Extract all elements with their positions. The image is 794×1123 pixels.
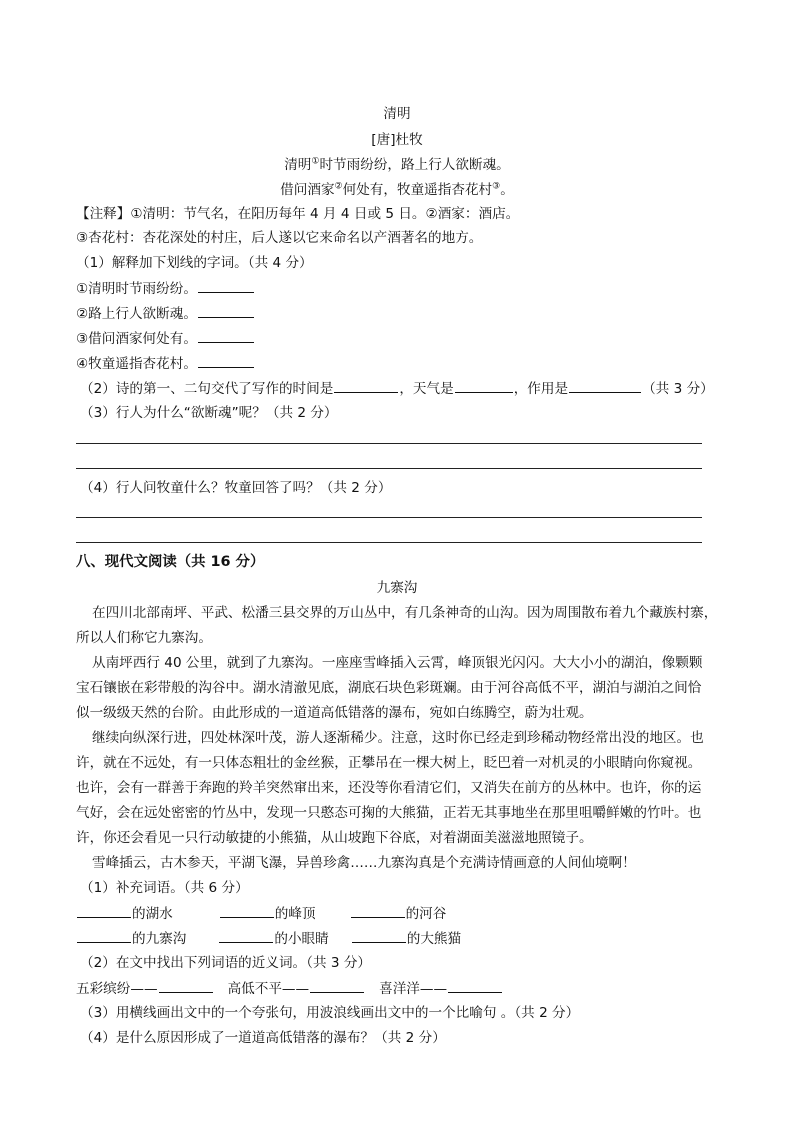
poem-line-1-b: 时节雨纷纷，路上行人欲断魂。 [319,157,510,173]
poem-q2-b: ，天气是 [399,381,454,397]
answer-blank[interactable] [198,278,254,293]
poem-q1-item-3 [76,328,255,349]
word-fill-3: 的河谷 [405,906,447,922]
paragraph-3-line-5: 许，你还会看见一只行动敏捷的小熊猫，从山坡跑下谷底，对着湖面美滋滋地照镜子。 [76,830,593,846]
article-question-3: （3）用横线画出文中的一个夸张句，用波浪线画出文中的一个比喻句 。（共 2 分） [80,1005,580,1021]
word-fill-1: 的湖水 [132,906,173,922]
section-heading: 八、现代文阅读（共 16 分） [76,554,265,570]
note-marker-1: ① [311,156,320,167]
answer-blank[interactable] [219,928,273,943]
answer-line[interactable] [76,468,702,469]
poem-q1-item-4 [76,353,255,374]
article-question-1: （1）补充词语。（共 6 分） [80,880,249,896]
article-question-4: （4）是什么原因形成了一道道高低错落的瀑布？（共 2 分） [80,1030,446,1046]
notes-line-2: ③杏花村：杏花深处的村庄，后人遂以它来命名以产酒著名的地方。 [76,230,483,246]
notes-line-1: 【注释】①清明：节气名，在阳历每年 4 月 4 日或 5 日。②酒家：酒店。 [76,206,520,222]
poem-q1-item-2 [76,303,255,324]
poem-q1-item-3-text: ③借问酒家何处有。 [76,331,197,347]
word-fill-6: 的大熊猫 [406,931,462,947]
answer-line[interactable] [76,542,702,543]
answer-blank[interactable] [351,903,405,918]
answer-blank[interactable] [198,328,254,343]
paragraph-1-line-2: 所以人们称它九寨沟。 [76,630,212,646]
note-marker-2: ② [334,181,343,192]
poem-author: [唐]杜牧 [371,132,423,148]
paragraph-2-line-3: 似一级级天然的台阶。由此形成的一道道高低错落的瀑布，宛如白练腾空，蔚为壮观。 [76,705,593,721]
synonym-3: 喜洋洋—— [379,981,448,997]
article-title: 九寨沟 [376,580,418,596]
poem-q2-c: ，作用是 [513,381,569,397]
answer-blank[interactable] [310,978,364,993]
poem-line-2-b: 何处有，牧童遥指杏花村 [342,182,493,198]
poem-q2-a: （2）诗的第一、二句交代了写作的时间是 [80,381,334,397]
poem-line-2-c: 。 [500,182,514,198]
answer-line[interactable] [76,517,702,518]
article-question-2: （2）在文中找出下列词语的近义词。（共 3 分） [80,955,372,971]
synonym-1: 五彩缤纷—— [76,981,158,997]
word-fill-row-2 [76,928,461,949]
answer-blank[interactable] [352,928,406,943]
poem-question-4: （4）行人问牧童什么？牧童回答了吗？（共 2 分） [80,480,392,496]
paragraph-1-line-1: 在四川北部南坪、平武、松潘三县交界的万山丛中，有几条神奇的山沟。因为周围散布着九个藏族村寨， [92,605,718,621]
word-fill-2: 的峰顶 [274,906,316,922]
word-fill-4: 的九寨沟 [132,931,187,947]
paragraph-2-line-2: 宝石镶嵌在彩带般的沟谷中。湖水清澈见底，湖底石块色彩斑斓。由于河谷高低不平，湖泊与湖泊之间恰 [76,680,702,696]
answer-blank[interactable] [198,303,254,318]
word-fill-row-1 [76,903,446,924]
paragraph-3-line-3: 也许，会有一群善于奔跑的羚羊突然窜出来，还没等你看清它们，又消失在前方的丛林中。也许，你的运 [76,780,702,796]
answer-blank[interactable] [569,378,641,393]
synonym-row [76,978,503,999]
paragraph-3-line-4: 气好，会在远处密密的竹丛中，发现一只憨态可掬的大熊猫，正若无其事地坐在那里咀嚼鲜嫩的竹叶。也 [76,805,702,821]
poem-q1-item-1-text: ①清明时节雨纷纷。 [76,281,197,297]
poem-line-2-a: 借问酒家 [280,182,335,198]
paragraph-2-line-1: 从南坪西行 40 公里，就到了九寨沟。一座座雪峰插入云霄，峰顶银光闪闪。大大小小的湖泊，像颗颗 [92,655,703,671]
paragraph-3-line-1: 继续向纵深行进，四处林深叶茂，游人逐渐稀少。注意，这时你已经走到珍稀动物经常出没的地区。也 [92,730,704,746]
answer-blank[interactable] [455,378,513,393]
poem-line-1 [0,155,794,175]
answer-blank[interactable] [198,353,254,368]
answer-line[interactable] [76,443,702,444]
poem-q2-d: （共 3 分） [642,381,714,397]
synonym-2: 高低不平—— [227,981,310,997]
word-fill-5: 的小眼睛 [274,931,329,947]
answer-blank[interactable] [448,978,502,993]
answer-blank[interactable] [77,903,131,918]
poem-q1-item-2-text: ②路上行人欲断魂。 [76,306,197,322]
poem-question-3: （3）行人为什么“欲断魂”呢？（共 2 分） [80,405,338,421]
answer-blank[interactable] [334,378,398,393]
poem-question-2 [80,378,714,399]
poem-q1-item-4-text: ④牧童遥指杏花村。 [76,356,197,372]
answer-blank[interactable] [159,978,213,993]
answer-blank[interactable] [220,903,274,918]
poem-line-1-a: 清明 [284,157,312,173]
paragraph-4-line-1: 雪峰插云，古木参天，平湖飞瀑，异兽珍禽……九寨沟真是个充满诗情画意的人间仙境啊！ [92,855,636,871]
poem-q1-item-1 [76,278,255,299]
answer-blank[interactable] [77,928,131,943]
poem-question-1: （1）解释加下划线的字词。（共 4 分） [76,255,313,271]
paragraph-3-line-2: 许，就在不远处，有一只体态粗壮的金丝猴，正攀吊在一棵大树上，眨巴着一对机灵的小眼睛向你窥视。 [76,755,702,771]
poem-title: 清明 [383,106,411,122]
poem-line-2 [0,180,794,200]
note-marker-3: ③ [492,181,501,192]
